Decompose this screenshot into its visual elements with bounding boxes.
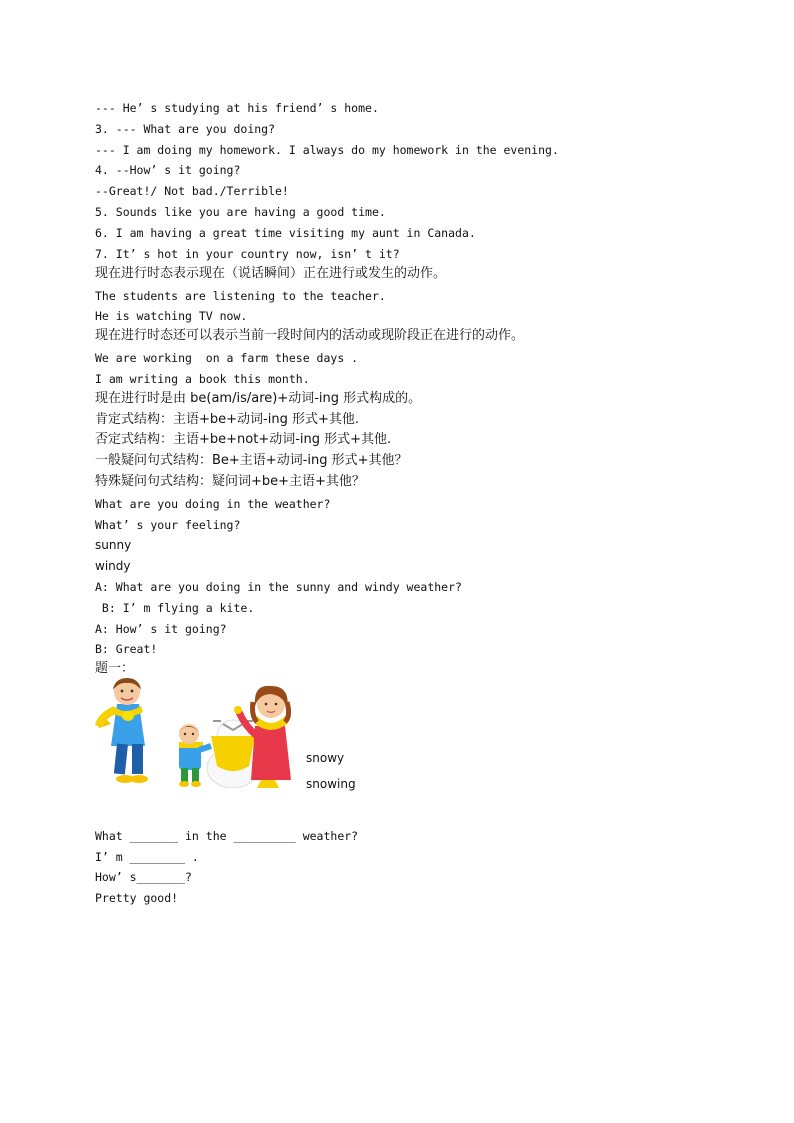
text-line: 现在进行时态表示现在（说话瞬间）正在进行或发生的动作。 [95, 266, 447, 281]
text-line: 4. --How’ s it going? [95, 163, 241, 177]
text-line: We are working on a farm these days . [95, 351, 359, 365]
text-line: 特殊疑问句式结构：疑问词+be+主语+其他？ [95, 474, 365, 489]
text-line: What’ s your feeling? [95, 518, 241, 532]
text-line: --- I am doing my homework. I always do my homework in the evening. [95, 143, 559, 157]
child-figure [179, 724, 211, 787]
caption-snowy: snowy [306, 751, 345, 765]
exercise-heading: 题一： [95, 661, 135, 676]
text-line: sunny [95, 538, 132, 552]
text-line: What are you doing in the weather? [95, 497, 331, 511]
text-line: 3. --- What are you doing? [95, 122, 276, 136]
text-line: He is watching TV now. [95, 309, 248, 323]
family-snowman-illustration [95, 676, 300, 788]
text-line: The students are listening to the teacher. [95, 289, 386, 303]
text-line: 7. It’ s hot in your country now, isn’ t it? [95, 247, 400, 261]
text-line: 肯定式结构：主语+be+动词-ing 形式+其他. [95, 412, 359, 427]
text-line: B: Great! [95, 642, 158, 656]
exercise-line: What _______ in the _________ weather? [95, 829, 359, 843]
text-line: 现在进行时是由 be(am/is/are)+动词-ing 形式构成的。 [95, 391, 422, 406]
text-line: 6. I am having a great time visiting my aunt in Canada. [95, 226, 476, 240]
text-line: 现在进行时态还可以表示当前一段时间内的活动或现阶段正在进行的动作。 [95, 328, 525, 343]
father-figure [98, 678, 148, 783]
text-line: I am writing a book this month. [95, 372, 310, 386]
text-line: --- He’ s studying at his friend’ s home. [95, 101, 379, 115]
text-line: 5. Sounds like you are having a good time. [95, 205, 386, 219]
exercise-line: How’ s_______? [95, 870, 192, 884]
exercise-line: I’ m ________ . [95, 850, 199, 864]
exercise-line: Pretty good! [95, 891, 179, 905]
text-line: B: I’ m flying a kite. [95, 601, 255, 615]
text-line: windy [95, 559, 131, 573]
text-line: A: What are you doing in the sunny and windy weather? [95, 580, 462, 594]
text-line: --Great!/ Not bad./Terrible! [95, 184, 289, 198]
text-line: A: How’ s it going? [95, 622, 227, 636]
text-line: 一般疑问句式结构：Be+主语+动词-ing 形式+其他？ [95, 453, 408, 468]
text-line: 否定式结构：主语+be+not+动词-ing 形式+其他. [95, 432, 392, 447]
caption-snowing: snowing [306, 777, 356, 791]
